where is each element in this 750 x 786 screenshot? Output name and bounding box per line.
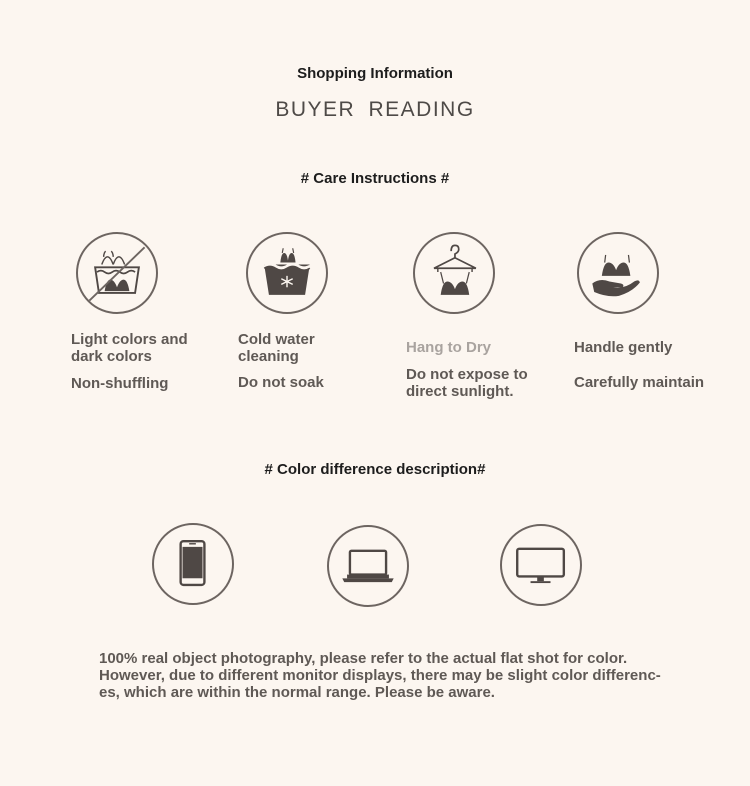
hanger-dry-icon xyxy=(413,232,495,314)
care-item-2-label: Cold water cleaning xyxy=(238,331,315,365)
care-item-3-sub: Do not expose to direct sunlight. xyxy=(406,366,528,400)
care-item-1-label: Light colors and dark colors xyxy=(71,331,188,365)
care-item-3-label: Hang to Dry xyxy=(406,339,492,356)
hand-care-icon xyxy=(577,232,659,314)
care-item-1-sub: Non-shuffling xyxy=(71,375,169,392)
shopping-information-title: Shopping Information xyxy=(297,65,453,82)
smartphone-icon xyxy=(152,523,234,605)
cold-water-wash-icon xyxy=(246,232,328,314)
care-item-2-sub: Do not soak xyxy=(238,374,324,391)
laptop-icon xyxy=(327,525,409,607)
monitor-icon xyxy=(500,524,582,606)
buyer-reading-title: BUYER READING xyxy=(275,98,475,121)
care-instructions-title: # Care Instructions # xyxy=(300,170,450,187)
color-difference-title: # Color difference description# xyxy=(264,461,486,478)
care-item-4-label: Handle gently xyxy=(574,339,673,356)
color-difference-description: 100% real object photography, please refer to the actual flat shot for color. However, due to different monitor displays, there may be slight color differenc- es, which are within the normal range. Please be aware. xyxy=(99,650,661,701)
no-mix-wash-icon xyxy=(76,232,158,314)
care-item-4-sub: Carefully maintain xyxy=(574,374,705,391)
